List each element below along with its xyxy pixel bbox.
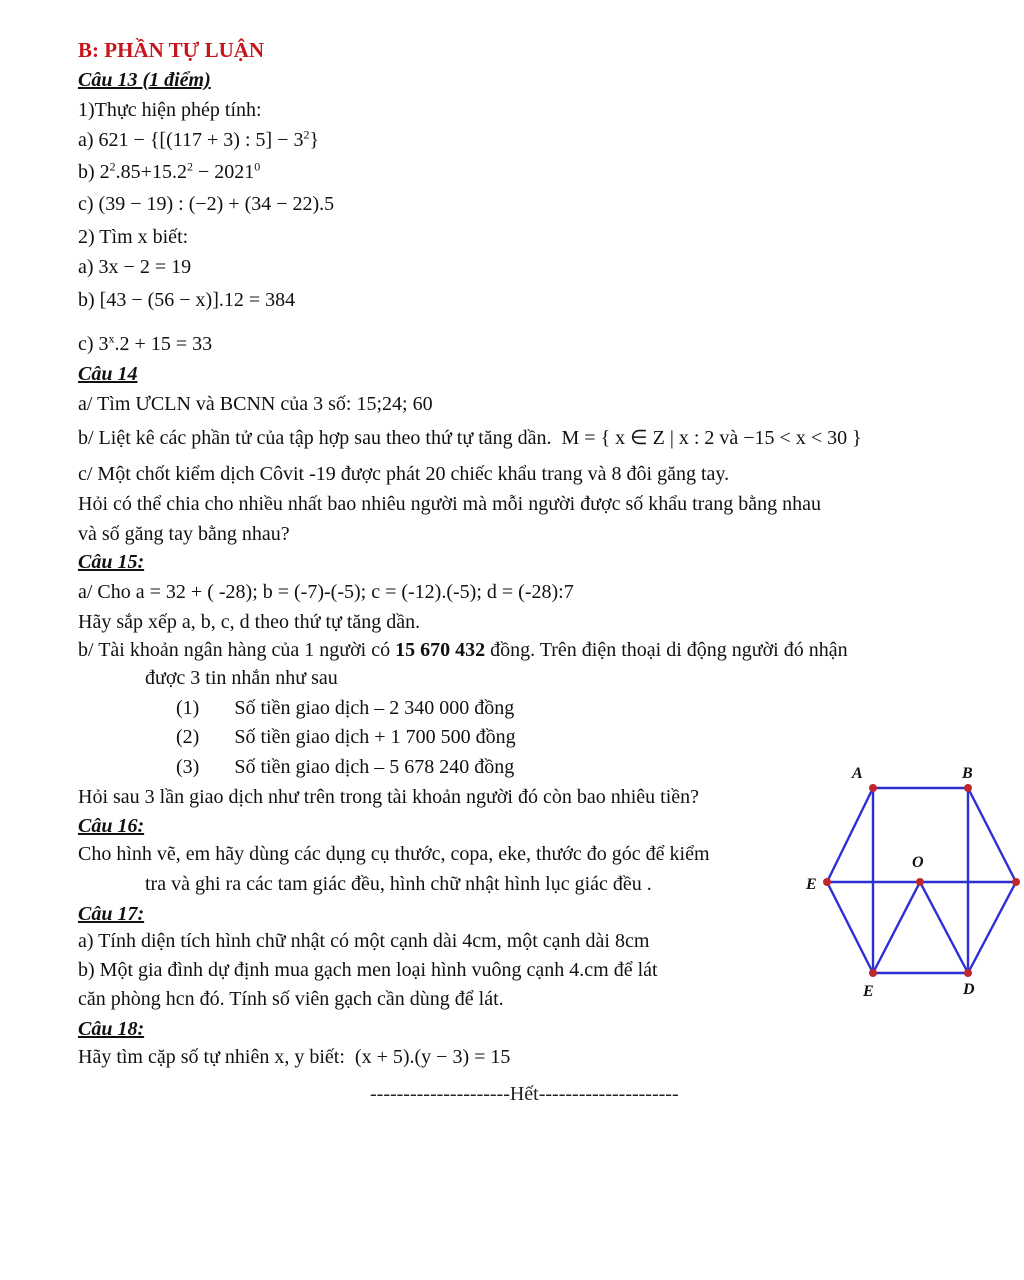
q18-equation: (x + 5).(y − 3) = 15	[354, 1046, 511, 1068]
segment-right-d	[968, 882, 1016, 973]
q18-heading: Câu 18:	[78, 1018, 145, 1040]
label-o: O	[912, 854, 924, 871]
q13-part1: 1)Thực hiện phép tính:	[78, 99, 262, 121]
q16-line2: tra và ghi ra các tam giác đều, hình chữ nhật hình lục giác đều .	[145, 873, 652, 895]
account-balance: 15 670 432	[395, 639, 486, 661]
q15-question: Hỏi sau 3 lần giao dịch như trên trong tài khoản người đó còn bao nhiêu tiền?	[78, 786, 700, 808]
point-d	[964, 969, 972, 977]
message-3: (3) Số tiền giao dịch – 5 678 240 đồng	[176, 756, 515, 778]
q14-item-c-line1: c/ Một chốt kiểm dịch Côvit -19 được phát 20 chiếc khẩu trang và 8 đôi găng tay.	[78, 463, 730, 485]
q13-find-a: a) 3x − 2 = 19	[78, 256, 192, 278]
segment-e-lower	[827, 882, 873, 973]
set-notation: M = { x ∈ Z | x : 2 và −15 < x < 30 }	[561, 427, 862, 449]
message-2: (2) Số tiền giao dịch + 1 700 500 đồng	[176, 726, 516, 748]
q16-line1: Cho hình vẽ, em hãy dùng các dụng cụ thước, copa, eke, thước đo góc để kiểm	[78, 843, 710, 865]
q14-item-a: a/ Tìm ƯCLN và BCNN của 3 số: 15;24; 60	[78, 393, 433, 415]
point-e-bottom	[869, 969, 877, 977]
segment-b-right	[968, 788, 1016, 882]
q14-item-c-line3: và số găng tay bằng nhau?	[78, 523, 290, 545]
q13-part2: 2) Tìm x biết:	[78, 226, 189, 248]
q17-heading: Câu 17:	[78, 903, 145, 925]
figure-points	[823, 784, 1020, 977]
segment-o-right	[920, 882, 968, 973]
segment-ae-upper	[827, 788, 873, 882]
label-e-bottom: E	[863, 983, 874, 1000]
label-b: B	[962, 765, 973, 782]
q13-item-a: a) 621 − {[(117 + 3) : $5] - 3^2$}	[78, 127, 320, 151]
q13-item-c: c) (39 − 19) : (−2) + (34 − 22).5	[78, 193, 335, 215]
label-e-left: E	[806, 876, 817, 893]
label-a: A	[852, 765, 863, 782]
q18-text: Hãy tìm cặp số tự nhiên x, y biết: (x + 5).(y − 3) = 15	[78, 1046, 511, 1068]
q17-item-a: a) Tính diện tích hình chữ nhật có một cạnh dài 4cm, một cạnh dài 8cm	[78, 930, 650, 952]
message-1: (1) Số tiền giao dịch – 2 340 000 đồng	[176, 697, 515, 719]
q13-find-c: c) $3^x.2 + 15 = 33$	[78, 331, 213, 355]
point-o	[916, 878, 924, 886]
q15-item-b-line2: được 3 tin nhắn như sau	[145, 667, 338, 689]
hexagon-figure	[800, 760, 1024, 1000]
segment-o-left	[873, 882, 920, 973]
section-title: B: PHẦN TỰ LUẬN	[78, 38, 265, 62]
q13-item-b: b) $2^2.85+15.2^2 - 2021^0$	[78, 159, 261, 183]
point-b	[964, 784, 972, 792]
label-d: D	[963, 981, 975, 998]
q14-item-c-line2: Hỏi có thể chia cho nhiều nhất bao nhiêu người mà mỗi người được số khẩu trang bằng nhau	[78, 493, 821, 515]
q15-heading: Câu 15:	[78, 551, 145, 573]
q15-item-a-line2: Hãy sắp xếp a, b, c, d theo thứ tự tăng dần.	[78, 611, 421, 633]
q13-find-b: b) [43 − (56 − x)].12 = 384	[78, 289, 296, 311]
end-marker: ---------------------Hết---------------------	[370, 1083, 679, 1105]
point-e-left	[823, 878, 831, 886]
point-right	[1012, 878, 1020, 886]
q17-item-b-line2: căn phòng hcn đó. Tính số viên gạch cần dùng để lát.	[78, 988, 504, 1010]
q14-item-b: b/ Liệt kê các phần tử của tập hợp sau theo thứ tự tăng dần. M = { x ∈ Z | x : 2 và −15 < x < 30 }	[78, 427, 862, 449]
q14-heading: Câu 14	[78, 363, 138, 385]
q17-item-b-line1: b) Một gia đình dự định mua gạch men loại hình vuông cạnh 4.cm để lát	[78, 959, 658, 981]
q13-heading: Câu 13 (1 điểm)	[78, 69, 211, 91]
q16-heading: Câu 16:	[78, 815, 145, 837]
point-a	[869, 784, 877, 792]
q15-item-b-line1: b/ Tài khoản ngân hàng của 1 người có 15 670 432 đồng. Trên điện thoại di động người đó nhận	[78, 639, 848, 661]
q15-item-a-line1: a/ Cho a = 32 + ( -28); b = (-7)-(-5); c = (-12).(-5); d = (-28):7	[78, 581, 574, 603]
